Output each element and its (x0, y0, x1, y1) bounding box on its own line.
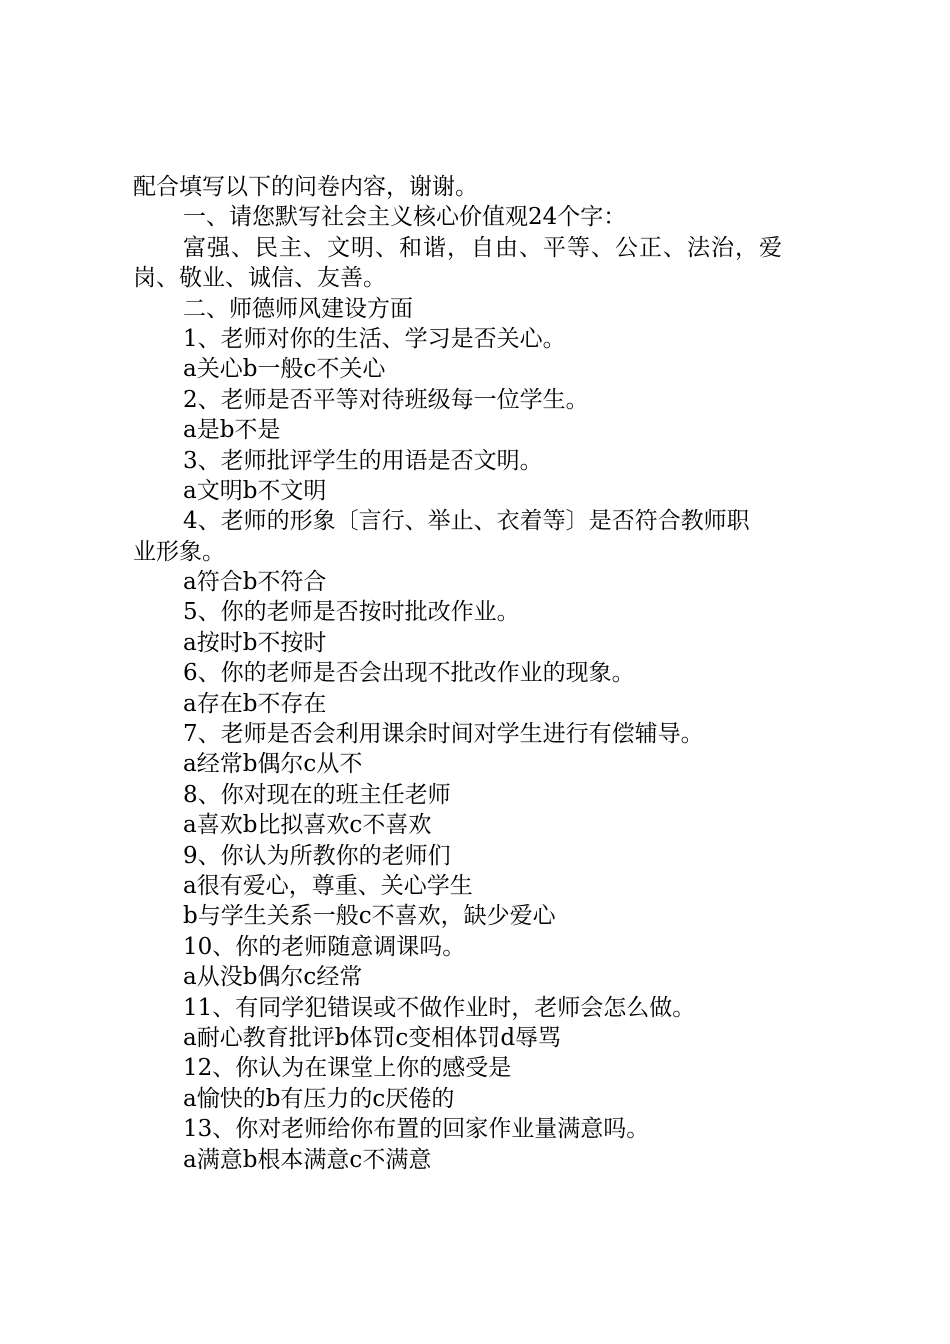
answer-options: a存在b不存在 (183, 690, 327, 717)
question: 8、你对现在的班主任老师 (183, 781, 451, 808)
answer-options: a从没b偶尔c经常 (183, 964, 363, 991)
text-line: 配合填写以下的问卷内容，谢谢。 (133, 174, 478, 200)
answer-options: a满意b根本满意c不满意 (183, 1146, 432, 1173)
text-line: 富强、民主、文明、和谐，自由、平等、公正、法治，爱 (183, 234, 783, 261)
answer-options: a关心b一般c不关心 (183, 356, 386, 383)
answer-options: a文明b不文明 (183, 477, 327, 504)
text-line: 岗、敬业、诚信、友善。 (133, 265, 386, 292)
answer-options: a按时b不按时 (183, 629, 327, 656)
question: 7、老师是否会利用课余时间对学生进行有偿辅导。 (183, 721, 704, 748)
question: 3、老师批评学生的用语是否文明。 (183, 447, 543, 474)
answer-options: a喜欢b比拟喜欢c不喜欢 (183, 812, 432, 839)
section-heading: 一、请您默写社会主义核心价值观24个字： (183, 204, 627, 231)
question: 11、有同学犯错误或不做作业时，老师会怎么做。 (183, 994, 696, 1021)
answer-options: a很有爱心，尊重、关心学生 (183, 872, 473, 899)
question: 1、老师对你的生活、学习是否关心。 (183, 325, 566, 352)
question: 6、你的老师是否会出现不批改作业的现象。 (183, 660, 635, 687)
question: 12、你认为在课堂上你的感受是 (183, 1055, 512, 1082)
section-heading: 二、师德师风建设方面 (183, 295, 413, 322)
question: 5、你的老师是否按时批改作业。 (183, 599, 520, 626)
question-continuation: 业形象。 (133, 538, 225, 565)
answer-options: a经常b偶尔c从不 (183, 751, 363, 778)
document-body (133, 172, 823, 1175)
question: 9、你认为所教你的老师们 (183, 842, 451, 869)
answer-options: a符合b不符合 (183, 569, 327, 596)
answer-options: a是b不是 (183, 417, 281, 444)
question: 13、你对老师给你布置的回家作业量满意吗。 (183, 1116, 650, 1143)
answer-options: b与学生关系一般c不喜欢，缺少爱心 (183, 903, 556, 930)
question: 10、你的老师随意调课吗。 (183, 933, 466, 960)
question: 4、老师的形象〔言行、举止、衣着等〕是否符合教师职 (183, 508, 750, 535)
answer-options: a耐心教育批评b体罚c变相体罚d辱骂 (183, 1024, 562, 1051)
answer-options: a愉快的b有压力的c厌倦的 (183, 1085, 455, 1112)
question: 2、老师是否平等对待班级每一位学生。 (183, 386, 589, 413)
